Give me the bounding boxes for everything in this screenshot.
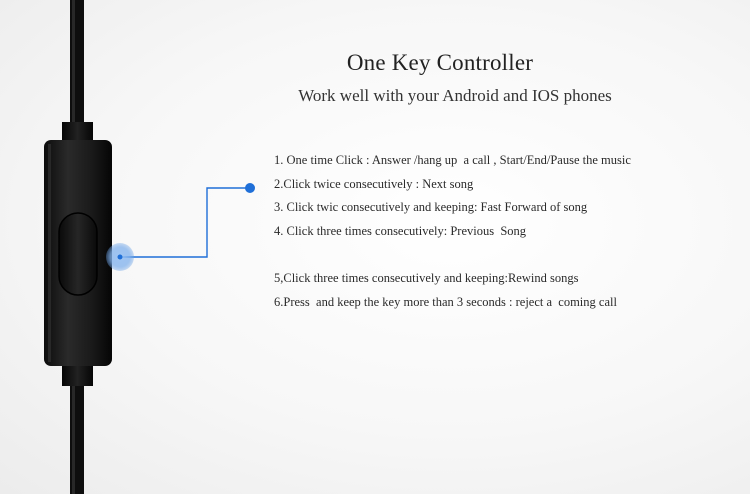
blue-dot-icon bbox=[245, 183, 255, 193]
instruction-item: 1. One time Click : Answer /hang up a call , Start/End/Pause the music bbox=[274, 153, 631, 167]
instruction-item: 4. Click three times consecutively: Previous Song bbox=[274, 223, 527, 238]
instruction-item: 3. Click twic consecutively and keeping: Fast Forward of song bbox=[274, 200, 588, 214]
instruction-item: 5,Click three times consecutively and keeping:Rewind songs bbox=[274, 271, 579, 285]
instruction-item: 6.Press and keep the key more than 3 seconds : reject a coming call bbox=[274, 294, 617, 309]
instruction-list bbox=[274, 151, 744, 316]
blue-dot-icon bbox=[118, 255, 123, 260]
instruction-item: 2.Click twice consecutively : Next song bbox=[274, 176, 474, 191]
page-title: One Key Controller bbox=[346, 50, 534, 75]
control-button bbox=[59, 213, 97, 295]
page-subtitle: Work well with your Android and IOS phones bbox=[298, 86, 612, 105]
callout-line bbox=[122, 188, 250, 257]
